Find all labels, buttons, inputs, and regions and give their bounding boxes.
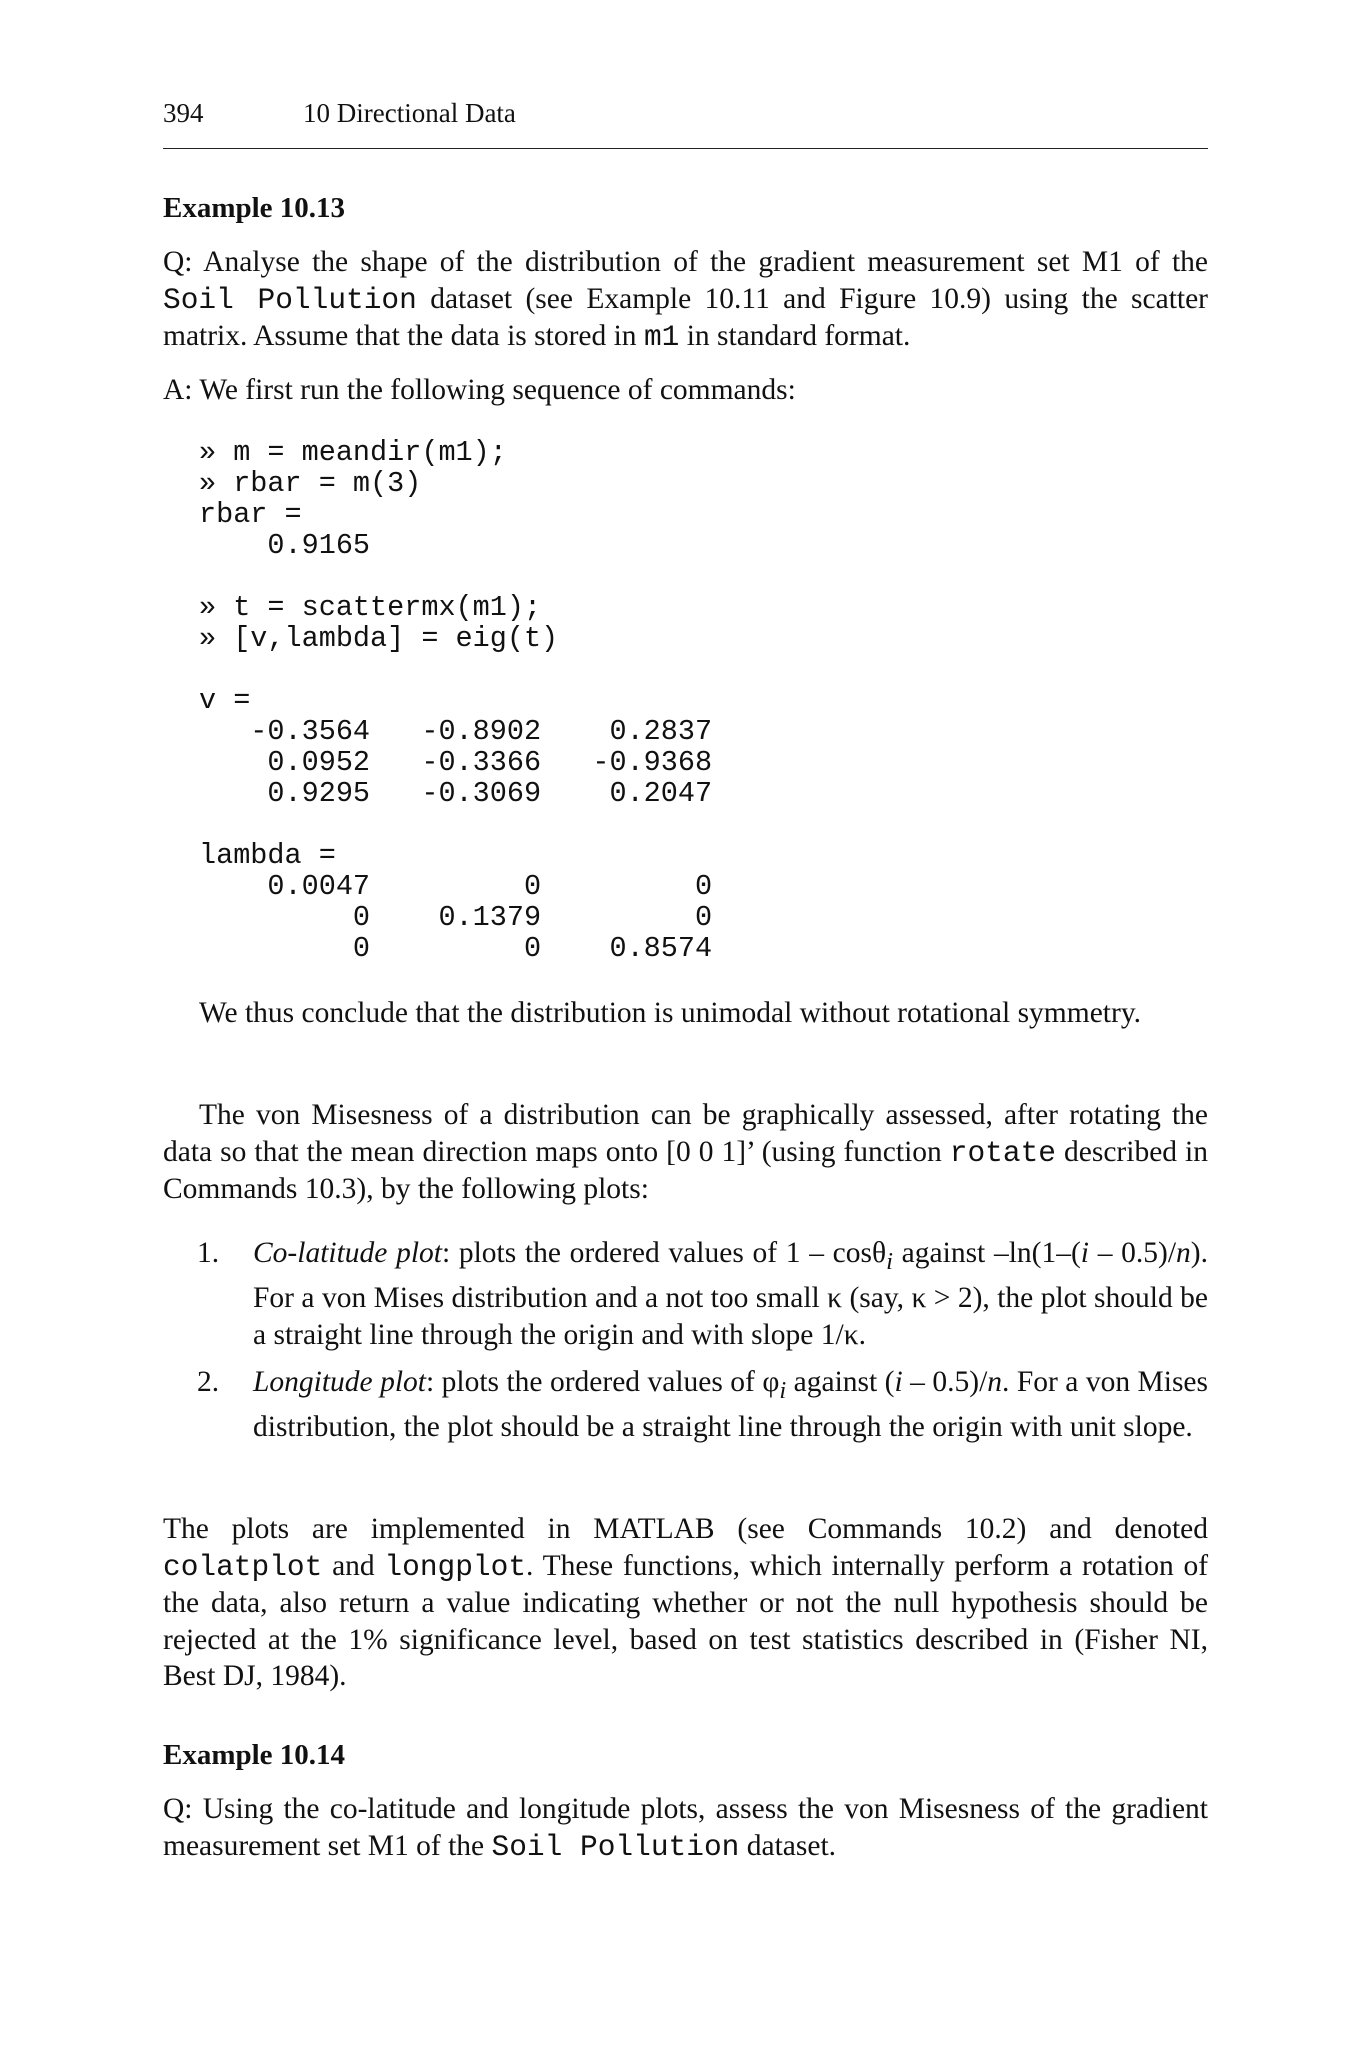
matlab-code-block xyxy=(199,437,712,964)
code-line: -0.3564 -0.8902 0.2837 xyxy=(199,715,713,748)
running-head xyxy=(163,98,1208,149)
code-line: lambda = xyxy=(199,839,336,872)
function-name-rotate: rotate xyxy=(949,1135,1056,1170)
list-text: against –ln(1–( xyxy=(892,1237,1081,1269)
subscript: i xyxy=(886,1247,893,1275)
dataset-name: Soil Pollution xyxy=(491,1829,740,1864)
example-1014-heading: Example 10.14 xyxy=(163,1739,346,1771)
code-line xyxy=(199,561,712,592)
list-title: Longitude plot xyxy=(253,1366,426,1398)
question-text: Q: Using the co-latitude and longitude plots, assess the von Misesness of the gradient measurement set M1 of the xyxy=(163,1793,1208,1862)
subscript: i xyxy=(779,1376,787,1404)
math-var: n xyxy=(1176,1237,1191,1269)
list-text: : plots the ordered values of 1 – cosθ xyxy=(441,1237,887,1269)
misesness-paragraph xyxy=(163,1097,1208,1208)
page-number: 394 xyxy=(163,98,204,128)
math-var: i xyxy=(1080,1237,1089,1269)
list-title: Co-latitude plot xyxy=(253,1237,442,1269)
list-text: – 0.5)/ xyxy=(902,1366,988,1398)
function-name-longplot: longplot xyxy=(384,1549,527,1584)
para-text: . These functions, which internally perform a rotation of the data, also return a value indicating whether or not the null hypothesis should be rejected at the 1% significance level, based on test statistics described in (Fisher NI, Best DJ, 1984). xyxy=(163,1549,1209,1692)
list-text: against ( xyxy=(786,1366,895,1398)
question-text-mid: dataset (see Example 10.11 and Figure 10.9) using the scatter matrix. Assume that the data is stored in xyxy=(163,282,1209,352)
code-line: 0.0952 -0.3366 -0.9368 xyxy=(199,746,713,779)
variable-name: m1 xyxy=(643,320,680,354)
code-line: » m = meandir(m1); xyxy=(199,436,507,469)
code-line: 0 0.1379 0 xyxy=(199,901,713,934)
code-line: » rbar = m(3) xyxy=(199,467,422,500)
math-var: i xyxy=(894,1366,903,1398)
list-text: : plots the ordered values of φ xyxy=(426,1366,780,1398)
plots-paragraph xyxy=(163,1511,1208,1695)
function-name-colatplot: colatplot xyxy=(163,1549,323,1584)
question-text: Q: Analyse the shape of the distribution of the gradient measurement set M1 of the xyxy=(163,246,1208,278)
math-var: n xyxy=(987,1366,1003,1398)
example-1013-conclusion: We thus conclude that the distribution is unimodal without rotational symmetry. xyxy=(199,997,1142,1029)
question-text-end: dataset. xyxy=(739,1829,837,1862)
code-line xyxy=(199,809,712,840)
code-line: 0.9165 xyxy=(199,529,371,562)
example-1013-question xyxy=(163,244,1208,356)
para-text: and xyxy=(322,1549,385,1582)
question-text-end: in standard format. xyxy=(679,320,911,352)
list-text: ). For a von Mises distribution and a not too small κ (say, κ > 2), the plot should be a straight line through the origin and with slope 1/κ. xyxy=(253,1237,1208,1351)
code-line: rbar = xyxy=(199,498,302,531)
code-line: 0 0 0.8574 xyxy=(199,932,713,965)
list-number: 1. xyxy=(197,1237,220,1269)
code-line: v = xyxy=(199,684,251,717)
code-line: » [v,lambda] = eig(t) xyxy=(199,622,559,655)
dataset-name: Soil Pollution xyxy=(163,282,417,317)
code-line: 0.9295 -0.3069 0.2047 xyxy=(199,777,713,810)
list-number: 2. xyxy=(197,1366,220,1398)
para-text: The von Misesness of a distribution can be graphically assessed, after rotating the data so that the mean direction maps onto [0 0 1]’ (using function xyxy=(163,1099,1208,1168)
list-text: . For a von Mises distribution, the plot should be a straight line through the origin with unit slope. xyxy=(253,1366,1208,1444)
para-text: The plots are implemented in MATLAB (see Commands 10.2) and denoted xyxy=(163,1513,1208,1545)
example-1013-heading: Example 10.13 xyxy=(163,192,346,224)
example-1014-question xyxy=(163,1791,1208,1865)
code-line: 0.0047 0 0 xyxy=(199,870,713,903)
example-1013-answer: A: We first run the following sequence of commands: xyxy=(163,374,796,406)
para-text-end: described in Commands 10.3), by the following plots: xyxy=(163,1135,1208,1205)
list-text: – 0.5)/ xyxy=(1089,1237,1177,1269)
chapter-title: 10 Directional Data xyxy=(303,98,516,128)
code-line: » t = scattermx(m1); xyxy=(199,591,542,624)
code-line xyxy=(199,654,712,685)
